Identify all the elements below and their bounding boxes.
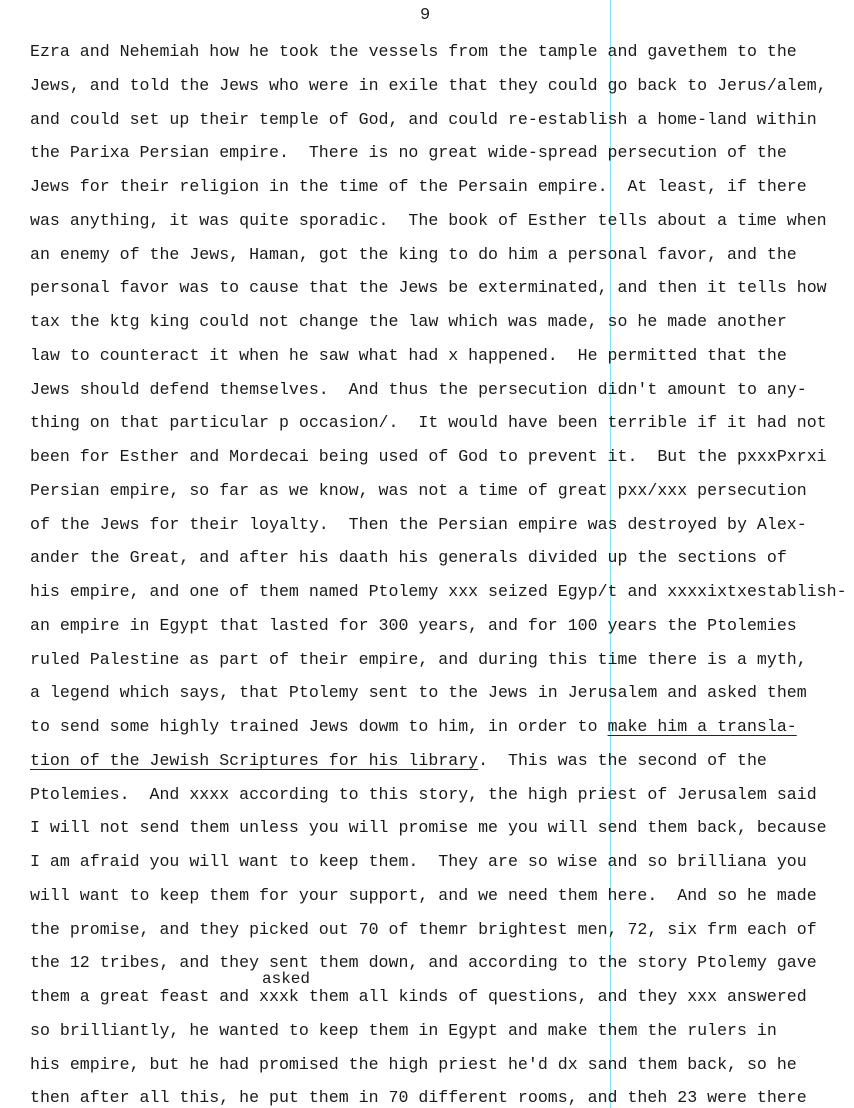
- text-line: [30, 616, 797, 636]
- underlined-text: make him a transla-: [607, 717, 797, 736]
- text-line: [30, 278, 827, 298]
- text-segment: ander the Great, and after his daath his generals divided up the sections of: [30, 548, 787, 568]
- text-segment: thing on that particular p occasion/. It would have been terrible if it had not: [30, 413, 827, 433]
- text-line: [30, 920, 817, 940]
- text-segment: then after all this, he put them in 70 different rooms, and theh 23 were there: [30, 1088, 807, 1108]
- text-segment: the 12 tribes, and they sent them down, and according to the story Ptolemy gave: [30, 953, 817, 973]
- text-segment: an enemy of the Jews, Haman, got the king to do him a personal favor, and the: [30, 244, 797, 264]
- text-line: [30, 548, 787, 568]
- text-segment: a legend which says, that Ptolemy sent to the Jews in Jerusalem and asked them: [30, 683, 807, 703]
- text-segment: an empire in Egypt that lasted for 300 years, and for 100 years the Ptolemies: [30, 615, 797, 635]
- text-segment: I will not send them unless you will promise me you will send them back, because: [30, 818, 827, 838]
- text-segment: and could set up their temple of God, and could re-establish a home-land within: [30, 109, 817, 129]
- text-line: [30, 582, 847, 602]
- text-line: [30, 110, 817, 130]
- text-segment: I am afraid you will want to keep them. They are so wise and so brilliana you: [30, 852, 807, 871]
- text-segment: will want to keep them for your support, and we need them here. And so he made: [30, 885, 817, 905]
- text-segment: Jews for their religion in the time of the Persain empire. At least, if there: [30, 177, 807, 196]
- underlined-text: tion of the Jewish Scriptures for his library: [30, 750, 479, 770]
- text-segment: them a great feast and xxxk them all kinds of questions, and they xxx answered: [30, 987, 807, 1006]
- text-line: [30, 1021, 777, 1041]
- text-line: [30, 481, 807, 501]
- text-line: [30, 852, 807, 872]
- text-line: [30, 143, 787, 163]
- text-segment: law to counteract it when he saw what had x happened. He permitted that the: [30, 345, 787, 365]
- text-segment: Ezra and Nehemiah how he took the vessels from the tample and gavethem to the: [30, 42, 797, 61]
- text-segment: to send some highly trained Jews dowm to him, in order to: [30, 717, 608, 736]
- text-line: [30, 413, 827, 433]
- text-segment: Jews should defend themselves. And thus the persecution didn't amount to any-: [30, 379, 807, 399]
- text-segment: the promise, and they picked out 70 of themr brightest men, 72, six frm each of: [30, 919, 817, 939]
- text-line: [30, 683, 807, 703]
- text-segment: tax the ktg king could not change the law which was made, so he made another: [30, 312, 787, 331]
- text-segment: personal favor was to cause that the Jews be exterminated, and then it tells how: [30, 278, 827, 298]
- text-line: [30, 785, 817, 805]
- text-segment: the Parixa Persian empire. There is no great wide-spread persecution of the: [30, 143, 787, 163]
- text-line: [30, 818, 827, 838]
- text-line: [30, 515, 807, 535]
- text-line: [30, 312, 787, 332]
- text-line: [30, 42, 797, 62]
- text-segment: ruled Palestine as part of their empire, and during this time there is a myth,: [30, 649, 807, 669]
- text-segment: Persian empire, so far as we know, was not a time of great pxx/xxx persecution: [30, 480, 807, 500]
- text-line: [30, 76, 827, 96]
- text-segment: been for Esther and Mordecai being used of God to prevent it. But the pxxxPxrxi: [30, 447, 827, 466]
- text-line: [30, 1088, 807, 1108]
- text-segment: Ptolemies. And xxxx according to this story, the high priest of Jerusalem said: [30, 784, 817, 804]
- text-segment: Jews, and told the Jews who were in exile that they could go back to Jerus/alem,: [30, 75, 827, 95]
- text-line: [30, 1055, 797, 1075]
- text-line: [30, 886, 817, 906]
- text-line: [30, 987, 807, 1007]
- text-segment: . This was the second of the: [478, 750, 767, 770]
- text-line: [30, 245, 797, 265]
- text-line: [30, 953, 817, 973]
- text-line: [30, 380, 807, 400]
- text-segment: so brilliantly, he wanted to keep them in Egypt and make them the rulers in: [30, 1020, 777, 1040]
- text-line: [30, 717, 797, 737]
- text-line: [30, 211, 827, 231]
- text-line: [30, 346, 787, 366]
- text-line: [30, 650, 807, 670]
- text-line: [30, 751, 767, 771]
- page-number: 9: [420, 6, 431, 25]
- text-segment: his empire, and one of them named Ptolemy xxx seized Egyp/t and xxxxixtxestablish-: [30, 582, 847, 601]
- text-segment: his empire, but he had promised the high priest he'd dx sand them back, so he: [30, 1054, 797, 1074]
- text-segment: was anything, it was quite sporadic. The book of Esther tells about a time when: [30, 210, 827, 230]
- handwritten-insertion: asked: [262, 970, 311, 988]
- text-segment: of the Jews for their loyalty. Then the Persian empire was destroyed by Alex-: [30, 514, 807, 534]
- text-line: [30, 177, 807, 197]
- text-line: [30, 447, 827, 467]
